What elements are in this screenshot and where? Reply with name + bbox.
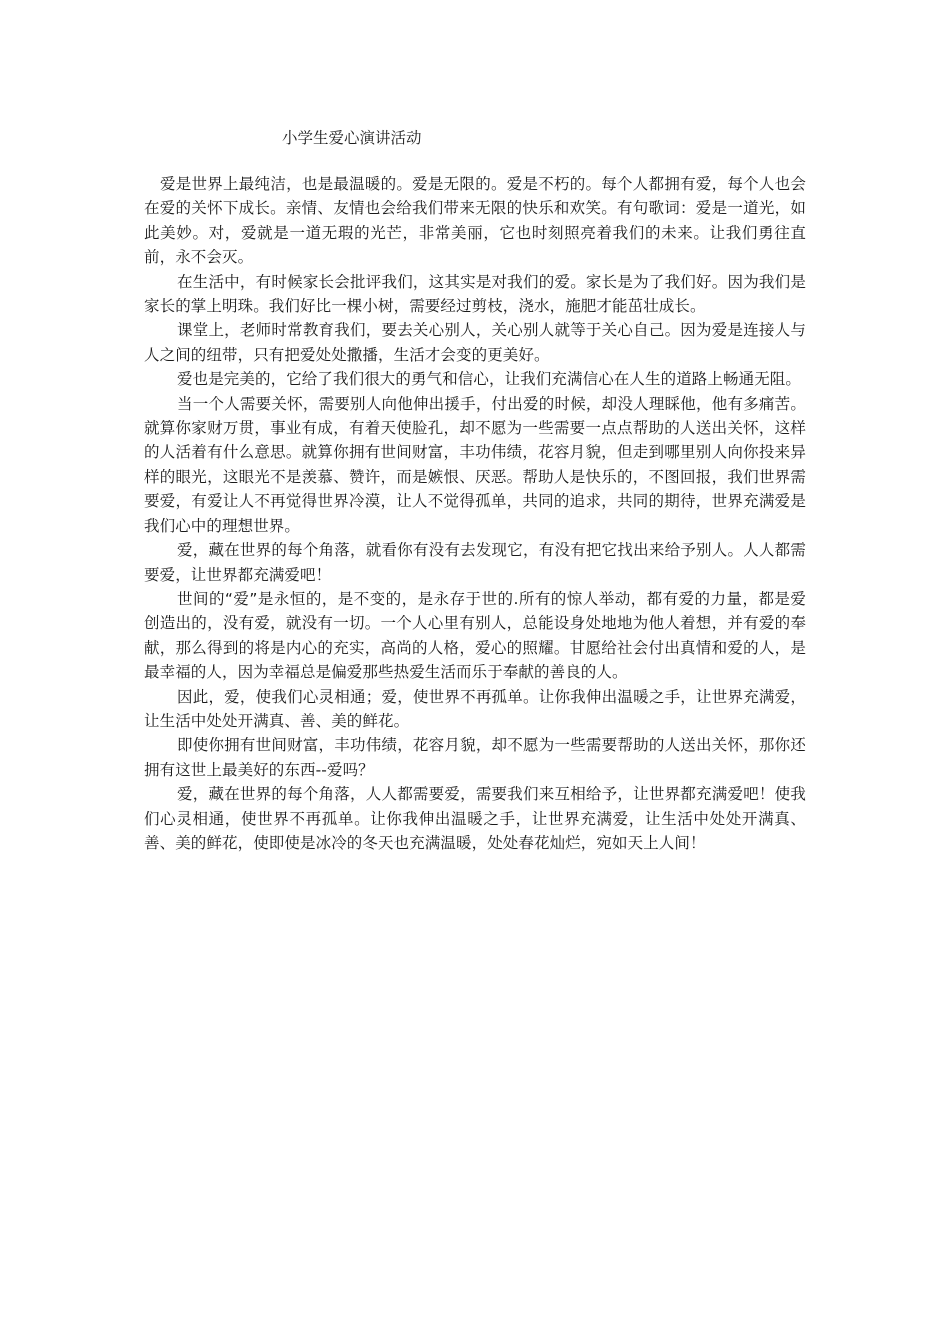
paragraph: 世间的“爱”是永恒的，是不变的，是永存于世的.所有的惊人举动，都有爱的力量，都是爱创造出的，没有爱，就没有一切。一个人心里有别人，总能设身处地地为他人着想，并有爱的奉献，那么得到的将是内心的充实，高尚的人格，爱心的照耀。甘愿给社会付出真情和爱的人，是最幸福的人，因为幸福总是偏爱那些热爱生活而乐于奉献的善良的人。 <box>144 589 806 682</box>
paragraph: 课堂上，老师时常教育我们，要去关心别人，关心别人就等于关心自己。因为爱是连接人与人之间的纽带，只有把爱处处撒播，生活才会变的更美好。 <box>144 321 806 364</box>
paragraph: 当一个人需要关怀，需要别人向他伸出援手，付出爱的时候，却没人理睬他，他有多痛苦。就算你家财万贯，事业有成，有着天使脸孔，却不愿为一些需要一点点帮助的人送出关怀，这样的人活着有什么意思。就算你拥有世间财富，丰功伟绩，花容月貌，但走到哪里别人向你投来异样的眼光，这眼光不是羡慕、赞许，而是嫉恨、厌恶。帮助人是快乐的，不图回报，我们世界需要爱，有爱让人不再觉得世界冷漠，让人不觉得孤单，共同的追求，共同的期待，世界充满爱是我们心中的理想世界。 <box>144 394 806 535</box>
paragraph: 即使你拥有世间财富，丰功伟绩，花容月貌，却不愿为一些需要帮助的人送出关怀，那你还拥有这世上最美好的东西--爱吗？ <box>144 736 806 779</box>
paragraph: 爱是世界上最纯洁，也是最温暖的。爱是无限的。爱是不朽的。每个人都拥有爱，每个人也会在爱的关怀下成长。亲情、友情也会给我们带来无限的快乐和欢笑。有句歌词：爱是一道光，如此美妙。对，爱就是一道无瑕的光芒，非常美丽，它也时刻照亮着我们的未来。让我们勇往直前，永不会灭。 <box>144 175 806 267</box>
paragraph: 因此，爱，使我们心灵相通；爱，使世界不再孤单。让你我伸出温暖之手，让世界充满爱，让生活中处处开满真、善、美的鲜花。 <box>144 687 806 730</box>
paragraph: 爱，藏在世界的每个角落，人人都需要爱，需要我们来互相给予，让世界都充满爱吧！使我们心灵相通，使世界不再孤单。让你我伸出温暖之手，让世界充满爱，让生活中处处开满真、善、美的鲜花，使即使是冰冷的冬天也充满温暖，处处春花灿烂，宛如天上人间！ <box>144 785 806 852</box>
document-body <box>144 172 806 855</box>
paragraph: 在生活中，有时候家长会批评我们，这其实是对我们的爱。家长是为了我们好。因为我们是家长的掌上明珠。我们好比一棵小树，需要经过剪枝，浇水，施肥才能茁壮成长。 <box>144 272 806 316</box>
paragraph: 爱，藏在世界的每个角落，就看你有没有去发现它，有没有把它找出来给予别人。人人都需要爱，让世界都充满爱吧！ <box>144 541 806 584</box>
paragraph: 爱也是完美的，它给了我们很大的勇气和信心，让我们充满信心在人生的道路上畅通无阻。 <box>177 370 802 389</box>
document-title: 小学生爱心演讲活动 <box>282 129 422 147</box>
